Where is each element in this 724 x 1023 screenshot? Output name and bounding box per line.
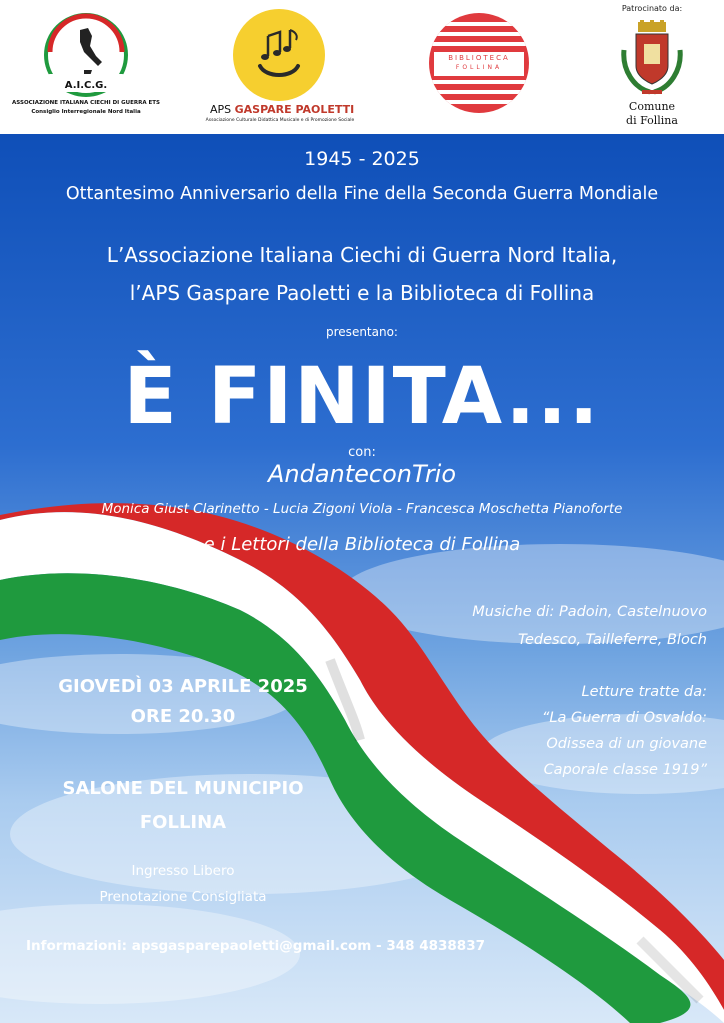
venue-line2: FOLLINA bbox=[139, 812, 227, 833]
event-anniversary: Ottantesimo Anniversario della Fine della Seconda Guerra Mondiale bbox=[65, 184, 659, 204]
comune-line2: di Follina bbox=[626, 114, 678, 127]
presentano-label: presentano: bbox=[326, 325, 398, 339]
readings-line1: Letture tratte da: bbox=[581, 684, 707, 700]
organizers-line2: l’APS Gaspare Paoletti e la Biblioteca di Follina bbox=[129, 281, 595, 305]
aicg-caption-line2: Consiglio Interregionale Nord Italia bbox=[31, 109, 141, 115]
contact-info[interactable]: Informazioni: apsgasparepaoletti@gmail.com - 348 4838837 bbox=[26, 938, 485, 954]
event-date: GIOVEDÌ 03 APRILE 2025 bbox=[58, 676, 308, 697]
event-time: ORE 20.30 bbox=[130, 706, 236, 727]
event-title: È FINITA... bbox=[123, 352, 601, 442]
readings-line3: Odissea di un giovane bbox=[546, 736, 707, 752]
event-years: 1945 - 2025 bbox=[304, 148, 420, 170]
readers-line: e i Lettori della Biblioteca di Follina bbox=[203, 534, 521, 555]
readings-line4: Caporale classe 1919” bbox=[543, 762, 707, 778]
comune-line1: Comune bbox=[628, 100, 676, 113]
aicg-mark: A.I.C.G. bbox=[64, 80, 108, 91]
entry-info: Ingresso Libero bbox=[131, 863, 235, 879]
venue-line1: SALONE DEL MUNICIPIO bbox=[62, 778, 304, 799]
organizers-line1: L’Associazione Italiana Ciechi di Guerra Nord Italia, bbox=[106, 243, 618, 267]
music-line2: Tedesco, Tailleferre, Bloch bbox=[517, 632, 707, 648]
booking-info: Prenotazione Consigliata bbox=[99, 889, 267, 905]
patrocinato-label: Patrocinato da: bbox=[621, 4, 683, 13]
readings-line2: “La Guerra di Osvaldo: bbox=[541, 710, 707, 726]
paoletti-subtitle: Associazione Culturale Didattica Musicale e di Promozione Sociale bbox=[205, 118, 355, 123]
biblioteca-line1: BIBLIOTECA bbox=[448, 54, 510, 62]
musicians-list: Monica Giust Clarinetto - Lucia Zigoni Viola - Francesca Moschetta Pianoforte bbox=[101, 501, 623, 517]
aicg-caption-line1: ASSOCIAZIONE ITALIANA CIECHI DI GUERRA ETS bbox=[12, 100, 160, 106]
paoletti-name-main: GASPARE PAOLETTI bbox=[234, 103, 355, 116]
music-line1: Musiche di: Padoin, Castelnuovo bbox=[472, 604, 707, 620]
biblioteca-line2: FOLLINA bbox=[455, 64, 503, 71]
ensemble-name: AndanteconTrio bbox=[267, 460, 457, 488]
paoletti-name-prefix: APS bbox=[210, 103, 235, 116]
con-label: con: bbox=[348, 445, 376, 460]
